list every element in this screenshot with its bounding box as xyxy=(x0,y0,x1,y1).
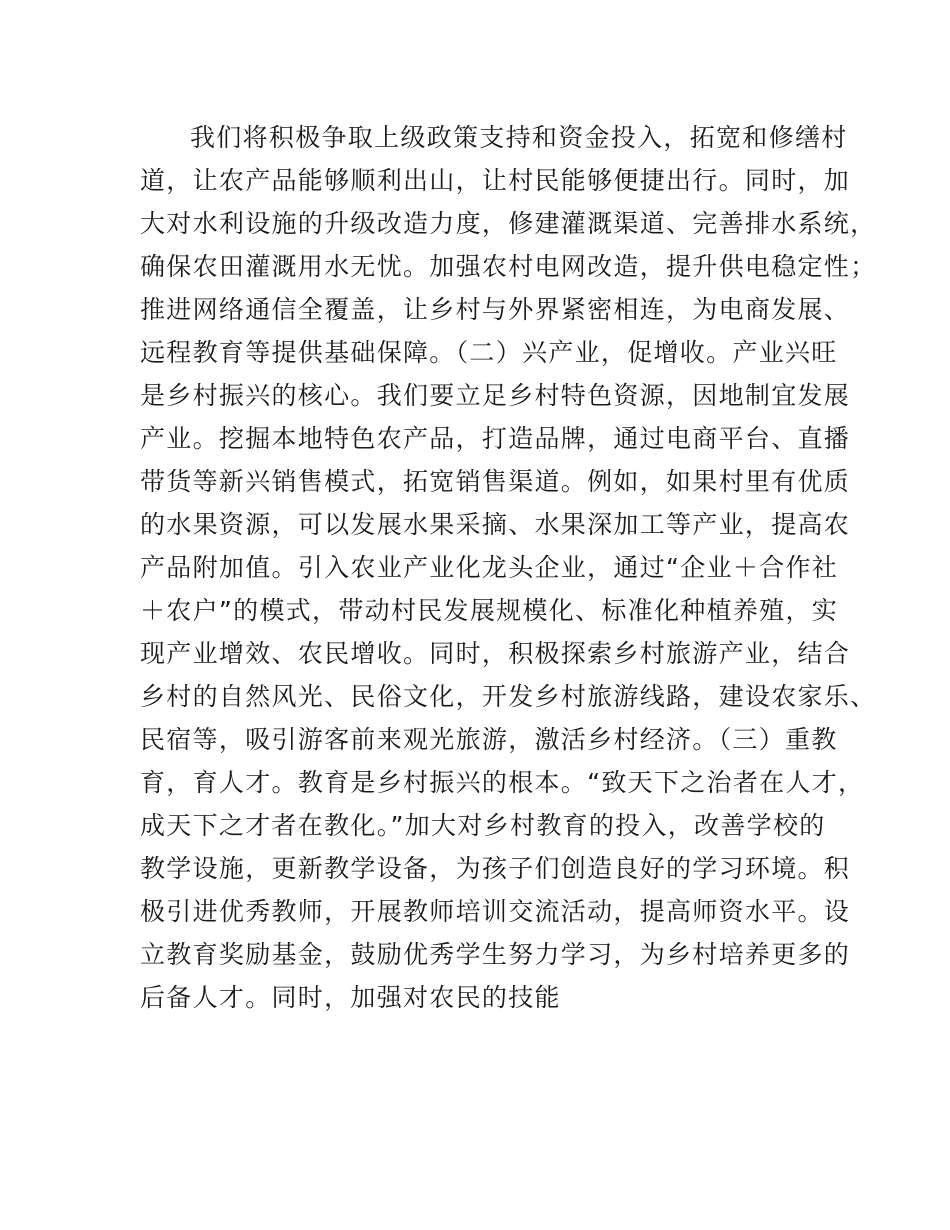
text-line: 产品附加值。引入农业产业化龙头企业，通过“企业＋合作社 xyxy=(140,553,839,582)
text-line: 是乡村振兴的核心。我们要立足乡村特色资源，因地制宜发展 xyxy=(140,381,851,410)
text-line: 的水果资源，可以发展水果采摘、水果深加工等产业，提高农 xyxy=(140,510,851,539)
text-line: 确保农田灌溉用水无忧。加强农村电网改造，提升供电稳定性； xyxy=(140,252,877,281)
text-line: 民宿等，吸引游客前来观光旅游，激活乡村经济。（三）重教 xyxy=(140,725,838,754)
text-line: 育，育人才。教育是乡村振兴的根本。“致天下之治者在人才， xyxy=(140,768,865,797)
text-line: 立教育奖励基金，鼓励优秀学生努力学习，为乡村培养更多的 xyxy=(140,940,851,969)
text-line: 远程教育等提供基础保障。（二）兴产业，促增收。产业兴旺 xyxy=(140,338,838,367)
text-line: 后备人才。同时，加强对农民的技能 xyxy=(140,983,561,1012)
text-line: ＋农户”的模式，带动村民发展规模化、标准化种植养殖，实 xyxy=(140,596,839,625)
text-line: 教学设施，更新教学设备，为孩子们创造良好的学习环境。积 xyxy=(140,854,851,883)
text-line: 乡村的自然风光、民俗文化，开发乡村旅游线路，建设农家乐、 xyxy=(140,682,877,711)
text-line: 成天下之才者在教化。”加大对乡村教育的投入，改善学校的 xyxy=(140,811,826,840)
text-line: 极引进优秀教师，开展教师培训交流活动，提高师资水平。设 xyxy=(140,897,851,926)
text-line: 大对水利设施的升级改造力度，修建灌溉渠道、完善排水系统， xyxy=(140,209,877,238)
text-line: 带货等新兴销售模式，拓宽销售渠道。例如，如果村里有优质 xyxy=(140,467,851,496)
text-line: 道，让农产品能够顺利出山，让村民能够便捷出行。同时，加 xyxy=(140,166,851,195)
text-line: 推进网络通信全覆盖，让乡村与外界紧密相连，为电商发展、 xyxy=(140,295,851,324)
text-line: 我们将积极争取上级政策支持和资金投入，拓宽和修缮村 xyxy=(190,123,848,152)
text-line: 产业。挖掘本地特色农产品，打造品牌，通过电商平台、直播 xyxy=(140,424,851,453)
text-line: 现产业增效、农民增收。同时，积极探索乡村旅游产业，结合 xyxy=(140,639,851,668)
